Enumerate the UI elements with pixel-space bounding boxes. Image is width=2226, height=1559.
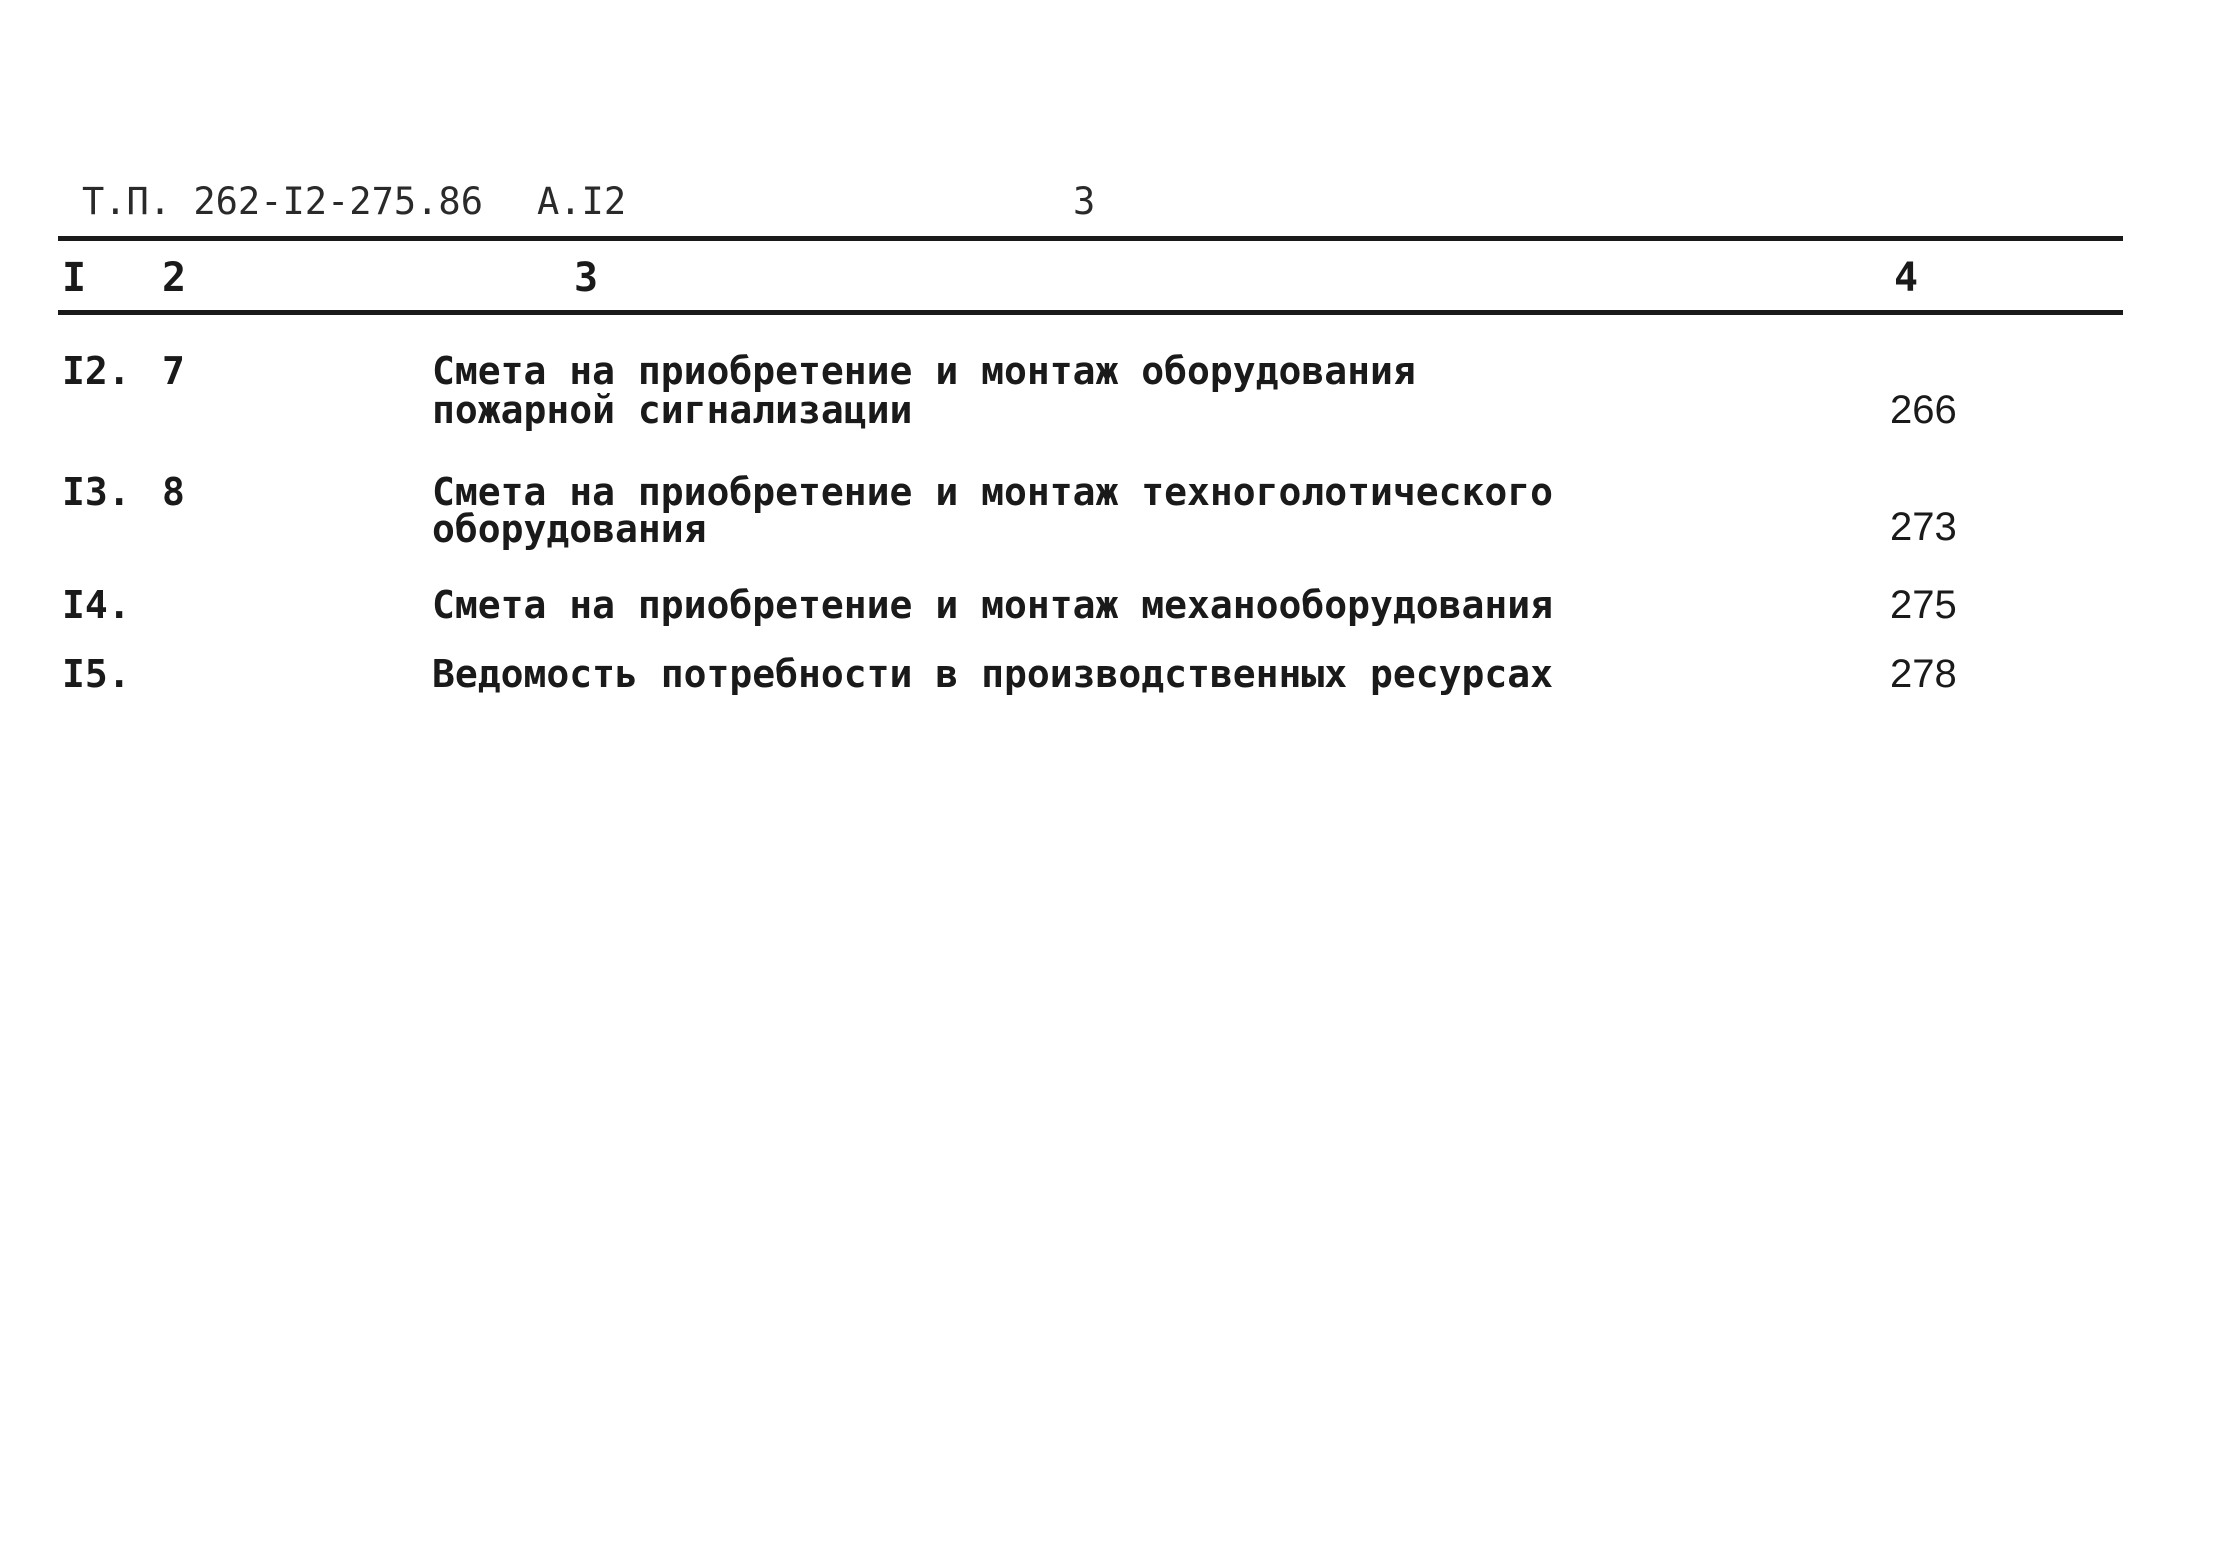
row-title-line: Ведомость потребности в производственных ресурсах <box>432 652 1554 696</box>
album-number: А.I2 <box>537 180 627 223</box>
column-header-1: I <box>62 255 87 301</box>
column-header-4: 4 <box>1894 255 1919 301</box>
row-page: 266 <box>1890 388 1957 432</box>
row-title-line: Смета на приобретение и монтаж оборудования <box>432 349 1416 393</box>
column-header-3: 3 <box>574 255 599 301</box>
row-page: 273 <box>1890 505 1957 549</box>
column-header-2: 2 <box>162 255 187 301</box>
column-header-rule <box>58 310 2123 315</box>
row-title-line: оборудования <box>432 507 707 551</box>
row-number: I4. <box>62 583 131 627</box>
row-title-line: пожарной сигнализации <box>432 388 913 432</box>
row-number: I3. <box>62 470 131 514</box>
row-number: I2. <box>62 349 131 393</box>
row-section: 8 <box>162 470 185 514</box>
document-code: Т.П. 262-I2-275.86 <box>82 180 483 223</box>
page-number: 3 <box>1073 180 1096 223</box>
header-rule <box>58 236 2123 241</box>
row-page: 278 <box>1890 652 1957 696</box>
row-number: I5. <box>62 652 131 696</box>
row-page: 275 <box>1890 583 1957 627</box>
row-title-line: Смета на приобретение и монтаж механооборудования <box>432 583 1554 627</box>
row-title-line: Смета на приобретение и монтаж техноголотического <box>432 470 1554 514</box>
row-section: 7 <box>162 349 185 393</box>
